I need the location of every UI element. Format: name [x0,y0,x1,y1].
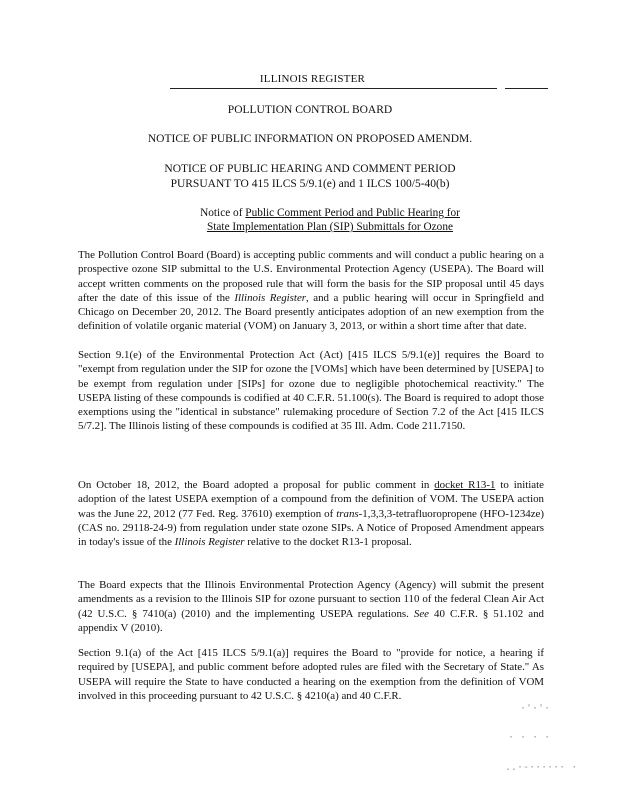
p2-text: Section 9.1(e) of the Environmental Protection Act (Act) [415 ILCS 5/9.1(e)] requires the Board to "exempt from regulation under the SIP for ozone the [VOMs] which have been determined by [USEPA] to be exempt from regulation under [SIPs] for ozone due to negligible photochemical reactivity." The USEPA listing of these compounds is codified at 40 C.F.R. 51.100(s). The Board is required to adopt those exemptions using the "identical in substance" rulemaking procedure of Section 7.2 of the Act [415 ILCS 5/7.2]. The Illinois listing of these compounds is codified at 35 Ill. Adm. Code 211.7150. [78,349,544,433]
statute-line: PURSUANT TO 415 ILCS 5/9.1(e) and 1 ILCS 100/5-40(b) [170,178,450,190]
header-rule-short [505,88,548,89]
notice-link-line2[interactable]: State Implementation Plan (SIP) Submittals for Ozone [207,221,453,233]
p1-text-c: , and a public hearing will occur in Springfield and Chicago on December 20, 2012. The Board presently anticipates adoption of an new exemption from the definition of volatile organic material (VOM) on January 3, 2013, or within a short time after that date. [78,291,544,333]
p1-register-italic: Illinois Register [234,291,307,304]
docket-link[interactable]: docket R13-1 [434,479,496,491]
paragraph-2 [78,348,544,434]
p3-register-italic: Illinois Register [174,536,245,549]
p5-text: Section 9.1(a) of the Act [415 ILCS 5/9.1(a)] requires the Board to "provide for notice, a hearing if required by [USEPA], and public comment before adopted rules are filed with the Secretary of State." As USEPA will require the State to have conducted a hearing on the exemption from the definition of VOM involved in this proceeding pursuant to 42 U.S.C. § 4210(a) and 40 C.F.R. [78,647,544,702]
paragraph-3 [78,478,544,549]
hearing-title: NOTICE OF PUBLIC HEARING AND COMMENT PERIOD [164,163,456,175]
notice-link-line1[interactable]: Public Comment Period and Public Hearing for [245,207,460,219]
header-rule [170,88,497,89]
scan-mark-3: ..·-······ · [505,762,578,773]
paragraph-1 [78,248,544,334]
p3-text-a: On October 18, 2012, the Board adopted a proposal for public comment in [78,479,435,491]
p3-text-b: to initiate adoption of the latest USEPA exemption of a compound from the definition of VOM. The USEPA action was the June 22, 2012 (77 Fed. Reg. 37610) exemption of [78,479,544,520]
register-header: ILLINOIS REGISTER [259,73,366,85]
p4-text-b: 40 C.F.R. § 51.102 and appendix V (2010). [78,607,544,634]
p4-text-a: The Board expects that the Illinois Environmental Protection Agency (Agency) will submit the present amendments as a revision to the Illinois SIP for ozone pursuant to section 110 of the federal Clean Air Act (42 U.S.C. § 7410(a) (2010) and the implementing USEPA regulations. [78,579,544,620]
p4-see-italic: See [413,607,430,620]
scan-mark-2: · · · · [508,732,551,743]
notice-of-prefix: Notice of [200,207,246,219]
paragraph-4 [78,578,544,635]
notice-of-block [180,206,480,234]
agency-title: POLLUTION CONTROL BOARD [227,104,393,116]
paragraph-5 [78,646,544,703]
notice-title: NOTICE OF PUBLIC INFORMATION ON PROPOSED AMENDM. [147,133,473,145]
p3-text-d: relative to the docket R13-1 proposal. [244,536,412,549]
p1-text-a: The Pollution Control Board (Board) is accepting public comments and will conduct a public hearing on a prospective ozone SIP submittal to the U.S. Environmental Protection Agency (USEPA). The Board will accept written comments on the proposed rule that will form the basis for the SIP proposal until 45 days after the date of this issue of the [78,249,544,304]
scan-mark-1: ·'·'· [520,703,551,714]
p3-trans-italic: trans [336,507,359,520]
p3-text-c: -1,3,3,3-tetrafluoropropene (HFO-1234ze) (CAS no. 29118-24-9) from regulation under state ozone SIPs. A Notice of Proposed Amendment appears in today's issue of the [78,507,545,549]
